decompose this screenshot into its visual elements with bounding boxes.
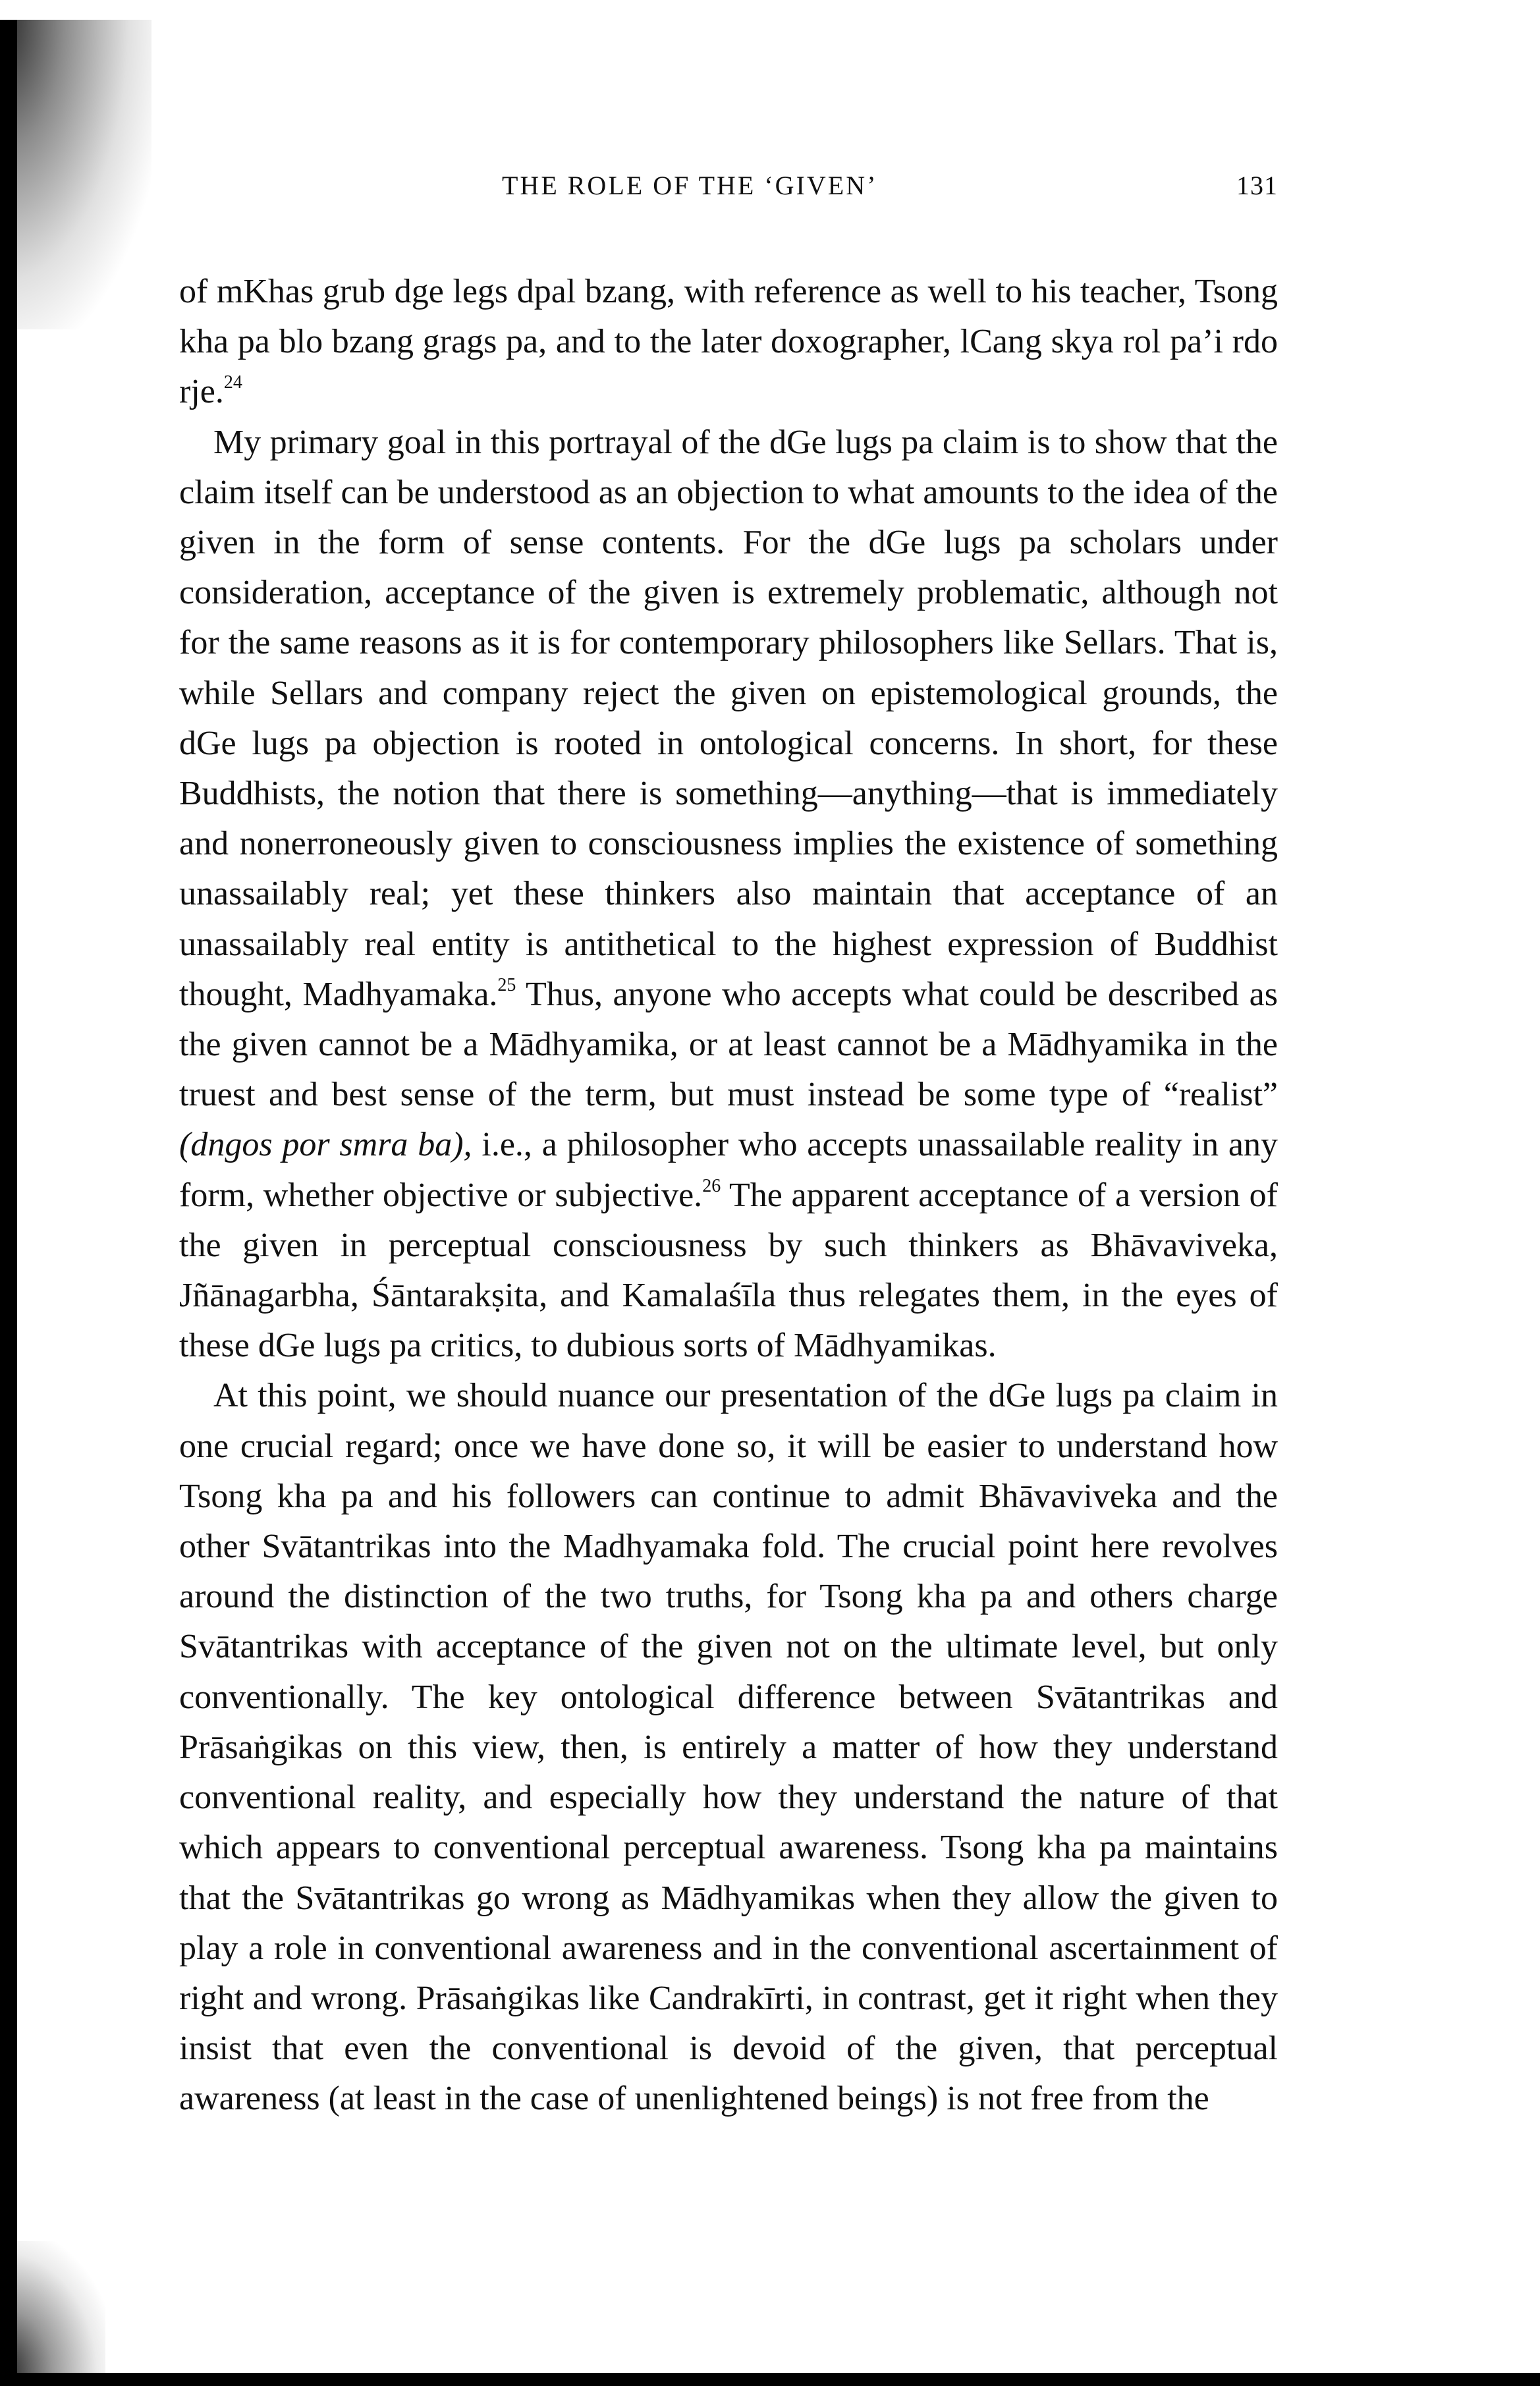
running-head-title: THE ROLE OF THE ‘GIVEN’ bbox=[502, 171, 878, 200]
page-number: 131 bbox=[1236, 171, 1278, 200]
scan-edge-bottom bbox=[0, 2373, 1540, 2386]
footnote-ref-24[interactable]: 24 bbox=[223, 372, 242, 393]
text-run: The apparent acceptance of a version of the given in perceptual consciousness by such thinkers as Bhāvaviveka, Jñānagarbha, Śāntarakṣita, and Kamalaśīla thus relegates them, in the eyes of these dGe lugs pa critics, to dubious sorts of Mādhyamikas. bbox=[179, 1176, 1278, 1365]
running-head bbox=[179, 170, 1278, 209]
scan-shadow-top bbox=[0, 20, 151, 329]
body-text bbox=[179, 267, 1278, 2124]
footnote-ref-26[interactable]: 26 bbox=[702, 1175, 721, 1196]
italic-term: (dngos por smra ba), bbox=[179, 1126, 472, 1164]
paragraph bbox=[179, 267, 1278, 418]
scan-edge-left bbox=[0, 20, 17, 2375]
scan-shadow-bottom bbox=[0, 2241, 105, 2373]
paragraph bbox=[179, 418, 1278, 1372]
paragraph bbox=[179, 1371, 1278, 2124]
text-run: i.e., a philosopher who accepts unassailable reality in any form, whether objective or subjective. bbox=[179, 1126, 1278, 1214]
text-run: of mKhas grub dge legs dpal bzang, with reference as well to his teacher, Tsong kha pa blo bzang grags pa, and to the later doxographer, lCang skya rol pa’i rdo rje. bbox=[179, 273, 1278, 411]
footnote-ref-25[interactable]: 25 bbox=[497, 974, 516, 995]
text-run: Thus, anyone who accepts what could be described as the given cannot be a Mādhyamika, or at least cannot be a Mādhyamika in the truest and best sense of the term, but must instead be some type of “realist” bbox=[179, 975, 1278, 1114]
text-run: At this point, we should nuance our presentation of the dGe lugs pa claim in one crucial regard; once we have done so, it will be easier to understand how Tsong kha pa and his followers can continue to admit Bhāvaviveka and the other Svātantrikas into the Madhyamaka fold. The crucial point here revolves around the distinction of the two truths, for Tsong kha pa and others charge Svātantrikas with acceptance of the given not on the ultimate level, but only conventionally. The key ontological difference between Svātantrikas and Prāsaṅgikas on this view, then, is entirely a matter of how they understand conventional reality, and especially how they understand the nature of that which appears to conventional perceptual awareness. Tsong kha pa maintains that the Svātantrikas go wrong as Mādhyamikas when they allow the given to play a role in conventional awareness and in the conventional ascertainment of right and wrong. Prāsaṅgikas like Candrakīrti, in contrast, get it right when they insist that even the conventional is devoid of the given, that perceptual awareness (at least in the case of unenlightened beings) is not free from the bbox=[179, 1377, 1278, 2118]
text-run: My primary goal in this portrayal of the dGe lugs pa claim is to show that the claim itself can be understood as an objection to what amounts to the idea of the given in the form of sense contents. For the dGe lugs pa scholars under consideration, acceptance of the given is extremely problematic, although not for the same reasons as it is for contemporary philosophers like Sellars. That is, while Sellars and company reject the given on epistemological grounds, the dGe lugs pa objection is rooted in ontological concerns. In short, for these Buddhists, the notion that there is something—anything—that is immediately and nonerroneously given to consciousness implies the existence of something unassailably real; yet these thinkers also maintain that acceptance of an unassailably real entity is antithetical to the highest expression of Buddhist thought, Madhyamaka. bbox=[179, 423, 1278, 1013]
